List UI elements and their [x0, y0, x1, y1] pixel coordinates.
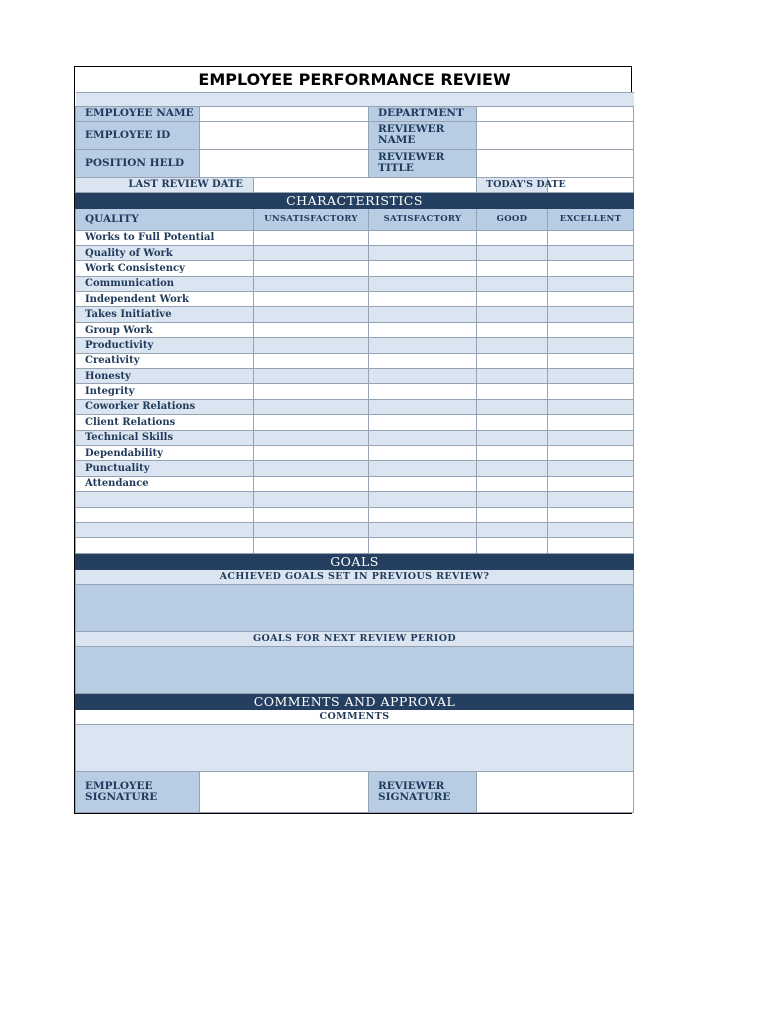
spacer-row: [76, 92, 634, 106]
rating-cell-excellent[interactable]: [548, 245, 634, 260]
rating-cell-satisfactory[interactable]: [369, 338, 477, 353]
rating-cell-good[interactable]: [477, 492, 548, 507]
rating-cell-unsatisfactory[interactable]: [254, 261, 369, 276]
characteristic-row: [76, 492, 634, 507]
characteristic-name: Group Work: [76, 322, 254, 337]
rating-cell-satisfactory[interactable]: [369, 322, 477, 337]
rating-cell-unsatisfactory[interactable]: [254, 415, 369, 430]
rating-cell-good[interactable]: [477, 261, 548, 276]
characteristic-name: Attendance: [76, 476, 254, 491]
characteristic-row: [76, 430, 634, 445]
rating-cell-good[interactable]: [477, 415, 548, 430]
characteristics-list: [76, 230, 634, 553]
characteristic-row: [76, 338, 634, 353]
rating-cell-unsatisfactory[interactable]: [254, 292, 369, 307]
rating-cell-satisfactory[interactable]: [369, 430, 477, 445]
rating-cell-satisfactory[interactable]: [369, 276, 477, 291]
rating-cell-good[interactable]: [477, 307, 548, 322]
quality-column-header: QUALITY: [76, 208, 254, 230]
rating-cell-satisfactory[interactable]: [369, 415, 477, 430]
rating-cell-satisfactory[interactable]: [369, 476, 477, 491]
characteristic-row: [76, 322, 634, 337]
reviewer-title-field[interactable]: [477, 149, 634, 177]
characteristic-name: [76, 507, 254, 522]
last-review-date-label: LAST REVIEW DATE: [76, 177, 254, 192]
rating-cell-unsatisfactory[interactable]: [254, 322, 369, 337]
characteristic-row: [76, 369, 634, 384]
employee-name-label: EMPLOYEE NAME: [76, 106, 200, 121]
rating-cell-unsatisfactory[interactable]: [254, 507, 369, 522]
todays-date-label: TODAY'S DATE: [477, 177, 548, 192]
rating-cell-satisfactory[interactable]: [369, 538, 477, 553]
comments-label: COMMENTS: [76, 709, 634, 724]
reviewer-signature-field[interactable]: [477, 771, 634, 812]
performance-review-form: [74, 66, 632, 814]
next-goals-label: GOALS FOR NEXT REVIEW PERIOD: [76, 631, 634, 646]
department-field[interactable]: [477, 106, 634, 121]
rating-cell-excellent[interactable]: [548, 522, 634, 537]
reviewer-signature-label: REVIEWER SIGNATURE: [369, 771, 477, 812]
rating-cell-unsatisfactory[interactable]: [254, 538, 369, 553]
comments-approval-header: COMMENTS AND APPROVAL: [76, 693, 634, 709]
goals-header: GOALS: [76, 553, 634, 569]
characteristic-row: [76, 461, 634, 476]
characteristic-name: [76, 492, 254, 507]
excellent-column-header: EXCELLENT: [548, 208, 634, 230]
rating-cell-unsatisfactory[interactable]: [254, 445, 369, 460]
rating-cell-excellent[interactable]: [548, 507, 634, 522]
employee-id-field[interactable]: [200, 121, 369, 149]
reviewer-title-label: REVIEWER TITLE: [369, 149, 477, 177]
rating-cell-satisfactory[interactable]: [369, 492, 477, 507]
employee-id-label: EMPLOYEE ID: [76, 121, 200, 149]
characteristic-row: [76, 399, 634, 414]
characteristic-row: [76, 538, 634, 553]
rating-cell-good[interactable]: [477, 322, 548, 337]
rating-cell-excellent[interactable]: [548, 538, 634, 553]
rating-cell-good[interactable]: [477, 476, 548, 491]
rating-cell-unsatisfactory[interactable]: [254, 461, 369, 476]
rating-cell-satisfactory[interactable]: [369, 445, 477, 460]
rating-cell-good[interactable]: [477, 522, 548, 537]
rating-cell-good[interactable]: [477, 369, 548, 384]
rating-cell-excellent[interactable]: [548, 399, 634, 414]
rating-cell-excellent[interactable]: [548, 353, 634, 368]
rating-cell-good[interactable]: [477, 276, 548, 291]
rating-cell-satisfactory[interactable]: [369, 384, 477, 399]
characteristic-row: [76, 307, 634, 322]
reviewer-name-field[interactable]: [477, 121, 634, 149]
rating-cell-satisfactory[interactable]: [369, 245, 477, 260]
rating-cell-excellent[interactable]: [548, 276, 634, 291]
rating-cell-satisfactory[interactable]: [369, 522, 477, 537]
achieved-goals-field[interactable]: [76, 584, 634, 631]
rating-cell-excellent[interactable]: [548, 338, 634, 353]
rating-cell-good[interactable]: [477, 461, 548, 476]
employee-name-field[interactable]: [200, 106, 369, 121]
review-table: [75, 67, 634, 813]
rating-cell-excellent[interactable]: [548, 307, 634, 322]
rating-cell-good[interactable]: [477, 445, 548, 460]
position-held-label: POSITION HELD: [76, 149, 200, 177]
characteristic-name: Creativity: [76, 353, 254, 368]
rating-cell-unsatisfactory[interactable]: [254, 307, 369, 322]
characteristic-row: [76, 353, 634, 368]
rating-cell-satisfactory[interactable]: [369, 307, 477, 322]
rating-cell-unsatisfactory[interactable]: [254, 230, 369, 245]
satisfactory-column-header: SATISFACTORY: [369, 208, 477, 230]
characteristic-name: Work Consistency: [76, 261, 254, 276]
rating-cell-excellent[interactable]: [548, 415, 634, 430]
characteristic-row: [76, 292, 634, 307]
rating-cell-excellent[interactable]: [548, 261, 634, 276]
rating-cell-good[interactable]: [477, 399, 548, 414]
characteristic-name: Technical Skills: [76, 430, 254, 445]
characteristic-name: Communication: [76, 276, 254, 291]
good-column-header: GOOD: [477, 208, 548, 230]
reviewer-name-label: REVIEWER NAME: [369, 121, 477, 149]
rating-cell-good[interactable]: [477, 292, 548, 307]
rating-cell-unsatisfactory[interactable]: [254, 522, 369, 537]
characteristic-row: [76, 384, 634, 399]
rating-cell-good[interactable]: [477, 538, 548, 553]
rating-cell-good[interactable]: [477, 507, 548, 522]
department-label: DEPARTMENT: [369, 106, 477, 121]
employee-signature-field[interactable]: [200, 771, 369, 812]
rating-cell-unsatisfactory[interactable]: [254, 369, 369, 384]
characteristic-row: [76, 230, 634, 245]
characteristic-row: [76, 261, 634, 276]
rating-cell-unsatisfactory[interactable]: [254, 476, 369, 491]
rating-cell-unsatisfactory[interactable]: [254, 276, 369, 291]
rating-cell-unsatisfactory[interactable]: [254, 338, 369, 353]
characteristic-name: Productivity: [76, 338, 254, 353]
rating-cell-excellent[interactable]: [548, 461, 634, 476]
rating-cell-excellent[interactable]: [548, 292, 634, 307]
rating-cell-satisfactory[interactable]: [369, 261, 477, 276]
rating-cell-good[interactable]: [477, 430, 548, 445]
rating-cell-satisfactory[interactable]: [369, 461, 477, 476]
rating-cell-good[interactable]: [477, 230, 548, 245]
rating-cell-satisfactory[interactable]: [369, 507, 477, 522]
characteristic-name: Independent Work: [76, 292, 254, 307]
rating-cell-unsatisfactory[interactable]: [254, 399, 369, 414]
rating-cell-excellent[interactable]: [548, 476, 634, 491]
characteristic-name: Honesty: [76, 369, 254, 384]
characteristics-header: CHARACTERISTICS: [76, 192, 634, 208]
characteristic-row: [76, 476, 634, 491]
characteristic-row: [76, 522, 634, 537]
rating-cell-good[interactable]: [477, 338, 548, 353]
characteristic-row: [76, 415, 634, 430]
characteristic-name: Coworker Relations: [76, 399, 254, 414]
rating-cell-satisfactory[interactable]: [369, 399, 477, 414]
rating-cell-satisfactory[interactable]: [369, 353, 477, 368]
rating-cell-unsatisfactory[interactable]: [254, 353, 369, 368]
characteristic-row: [76, 276, 634, 291]
characteristic-row: [76, 507, 634, 522]
characteristic-name: Integrity: [76, 384, 254, 399]
characteristic-name: Dependability: [76, 445, 254, 460]
rating-cell-unsatisfactory[interactable]: [254, 384, 369, 399]
characteristic-name: [76, 538, 254, 553]
characteristic-row: [76, 245, 634, 260]
rating-cell-excellent[interactable]: [548, 384, 634, 399]
rating-cell-good[interactable]: [477, 384, 548, 399]
rating-cell-satisfactory[interactable]: [369, 230, 477, 245]
rating-cell-unsatisfactory[interactable]: [254, 492, 369, 507]
rating-cell-excellent[interactable]: [548, 369, 634, 384]
rating-cell-excellent[interactable]: [548, 430, 634, 445]
characteristic-name: Takes Initiative: [76, 307, 254, 322]
comments-field[interactable]: [76, 724, 634, 771]
rating-cell-excellent[interactable]: [548, 492, 634, 507]
employee-signature-label: EMPLOYEE SIGNATURE: [76, 771, 200, 812]
rating-cell-good[interactable]: [477, 353, 548, 368]
characteristic-name: [76, 522, 254, 537]
page-title: EMPLOYEE PERFORMANCE REVIEW: [76, 67, 634, 92]
position-held-field[interactable]: [200, 149, 369, 177]
characteristic-name: Works to Full Potential: [76, 230, 254, 245]
rating-cell-excellent[interactable]: [548, 445, 634, 460]
rating-cell-excellent[interactable]: [548, 230, 634, 245]
characteristic-name: Punctuality: [76, 461, 254, 476]
rating-cell-good[interactable]: [477, 245, 548, 260]
last-review-date-field[interactable]: [254, 177, 477, 192]
rating-cell-excellent[interactable]: [548, 322, 634, 337]
characteristic-name: Quality of Work: [76, 245, 254, 260]
rating-cell-satisfactory[interactable]: [369, 369, 477, 384]
next-goals-field[interactable]: [76, 646, 634, 693]
achieved-goals-label: ACHIEVED GOALS SET IN PREVIOUS REVIEW?: [76, 569, 634, 584]
characteristic-name: Client Relations: [76, 415, 254, 430]
characteristic-row: [76, 445, 634, 460]
rating-cell-unsatisfactory[interactable]: [254, 245, 369, 260]
rating-cell-satisfactory[interactable]: [369, 292, 477, 307]
rating-cell-unsatisfactory[interactable]: [254, 430, 369, 445]
unsatisfactory-column-header: UNSATISFACTORY: [254, 208, 369, 230]
